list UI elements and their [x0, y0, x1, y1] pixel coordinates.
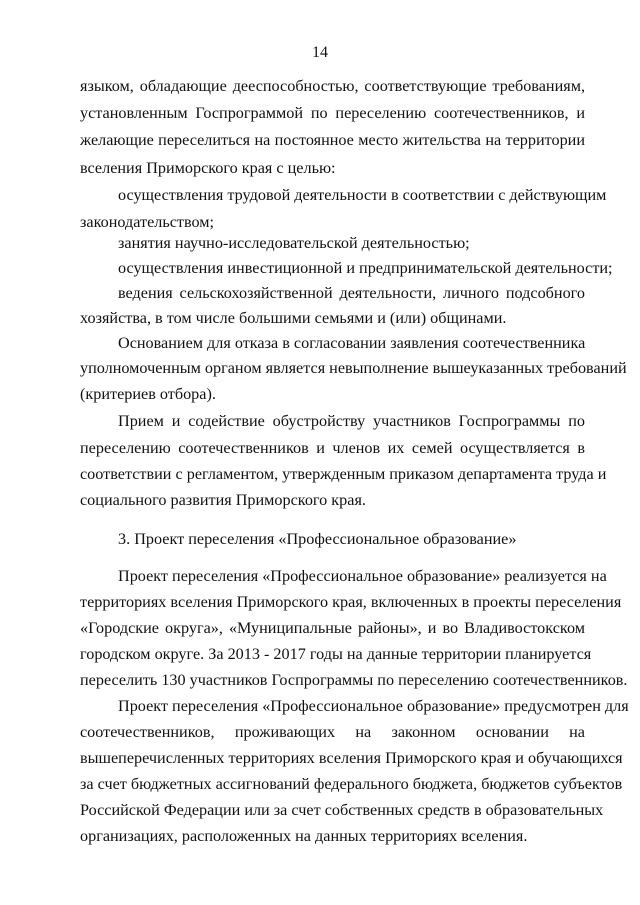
text-line: вышеперечисленных территориях вселения Приморского края и обучающихся [80, 749, 623, 767]
text-line: Основанием для отказа в согласовании заявления соотечественника [118, 334, 586, 352]
text-line: соответствии с регламентом, утвержденным приказом департамента труда и [80, 465, 607, 483]
text-line: осуществления трудовой деятельности в соответствии с действующим [118, 186, 607, 204]
text-line: соотечественников, проживающих на законном основании на [80, 723, 585, 741]
text-line: языком, обладающие дееспособностью, соответствующие требованиям, [80, 77, 585, 95]
text-line: «Городские округа», «Муниципальные районы», и во Владивостокском [80, 619, 585, 637]
text-line: переселению соотечественников и членов их семей осуществляется в [80, 439, 585, 457]
text-line: Прием и содействие обустройству участников Госпрограммы по [118, 412, 585, 430]
text-line: (критериев отбора). [80, 385, 216, 403]
text-line: осуществления инвестиционной и предпринимательской деятельности; [118, 259, 613, 277]
text-line: Проект переселения «Профессиональное образование» предусмотрен для [118, 697, 629, 715]
page-number: 14 [312, 44, 328, 61]
text-line: организациях, расположенных на данных территориях вселения. [80, 827, 528, 845]
text-line: Российской Федерации или за счет собственных средств в образовательных [80, 801, 604, 819]
text-line: хозяйства, в том числе большими семьями и (или) общинами. [80, 309, 507, 327]
text-line: вселения Приморского края с целью: [80, 159, 336, 177]
text-line: желающие переселиться на постоянное место жительства на территории [80, 131, 585, 149]
text-line: занятия научно-исследовательской деятельностью; [118, 234, 470, 252]
text-line: переселить 130 участников Госпрограммы по переселению соотечественников. [80, 671, 628, 689]
text-line: законодательством; [80, 213, 215, 231]
text-line: Проект переселения «Профессиональное образование» реализуется на [118, 567, 607, 585]
section-heading: 3. Проект переселения «Профессиональное образование» [118, 530, 517, 548]
text-line: ведения сельскохозяйственной деятельности, личного подсобного [118, 284, 585, 302]
text-line: территориях вселения Приморского края, включенных в проекты переселения [80, 593, 622, 611]
text-line: городском округе. За 2013 - 2017 годы на данные территории планируется [80, 645, 592, 663]
text-line: уполномоченным органом является невыполнение вышеуказанных требований [80, 359, 627, 377]
text-line: социального развития Приморского края. [80, 491, 366, 509]
text-line: за счет бюджетных ассигнований федерального бюджета, бюджетов субъектов [80, 775, 623, 793]
text-line: установленным Госпрограммой по переселению соотечественников, и [80, 104, 585, 122]
